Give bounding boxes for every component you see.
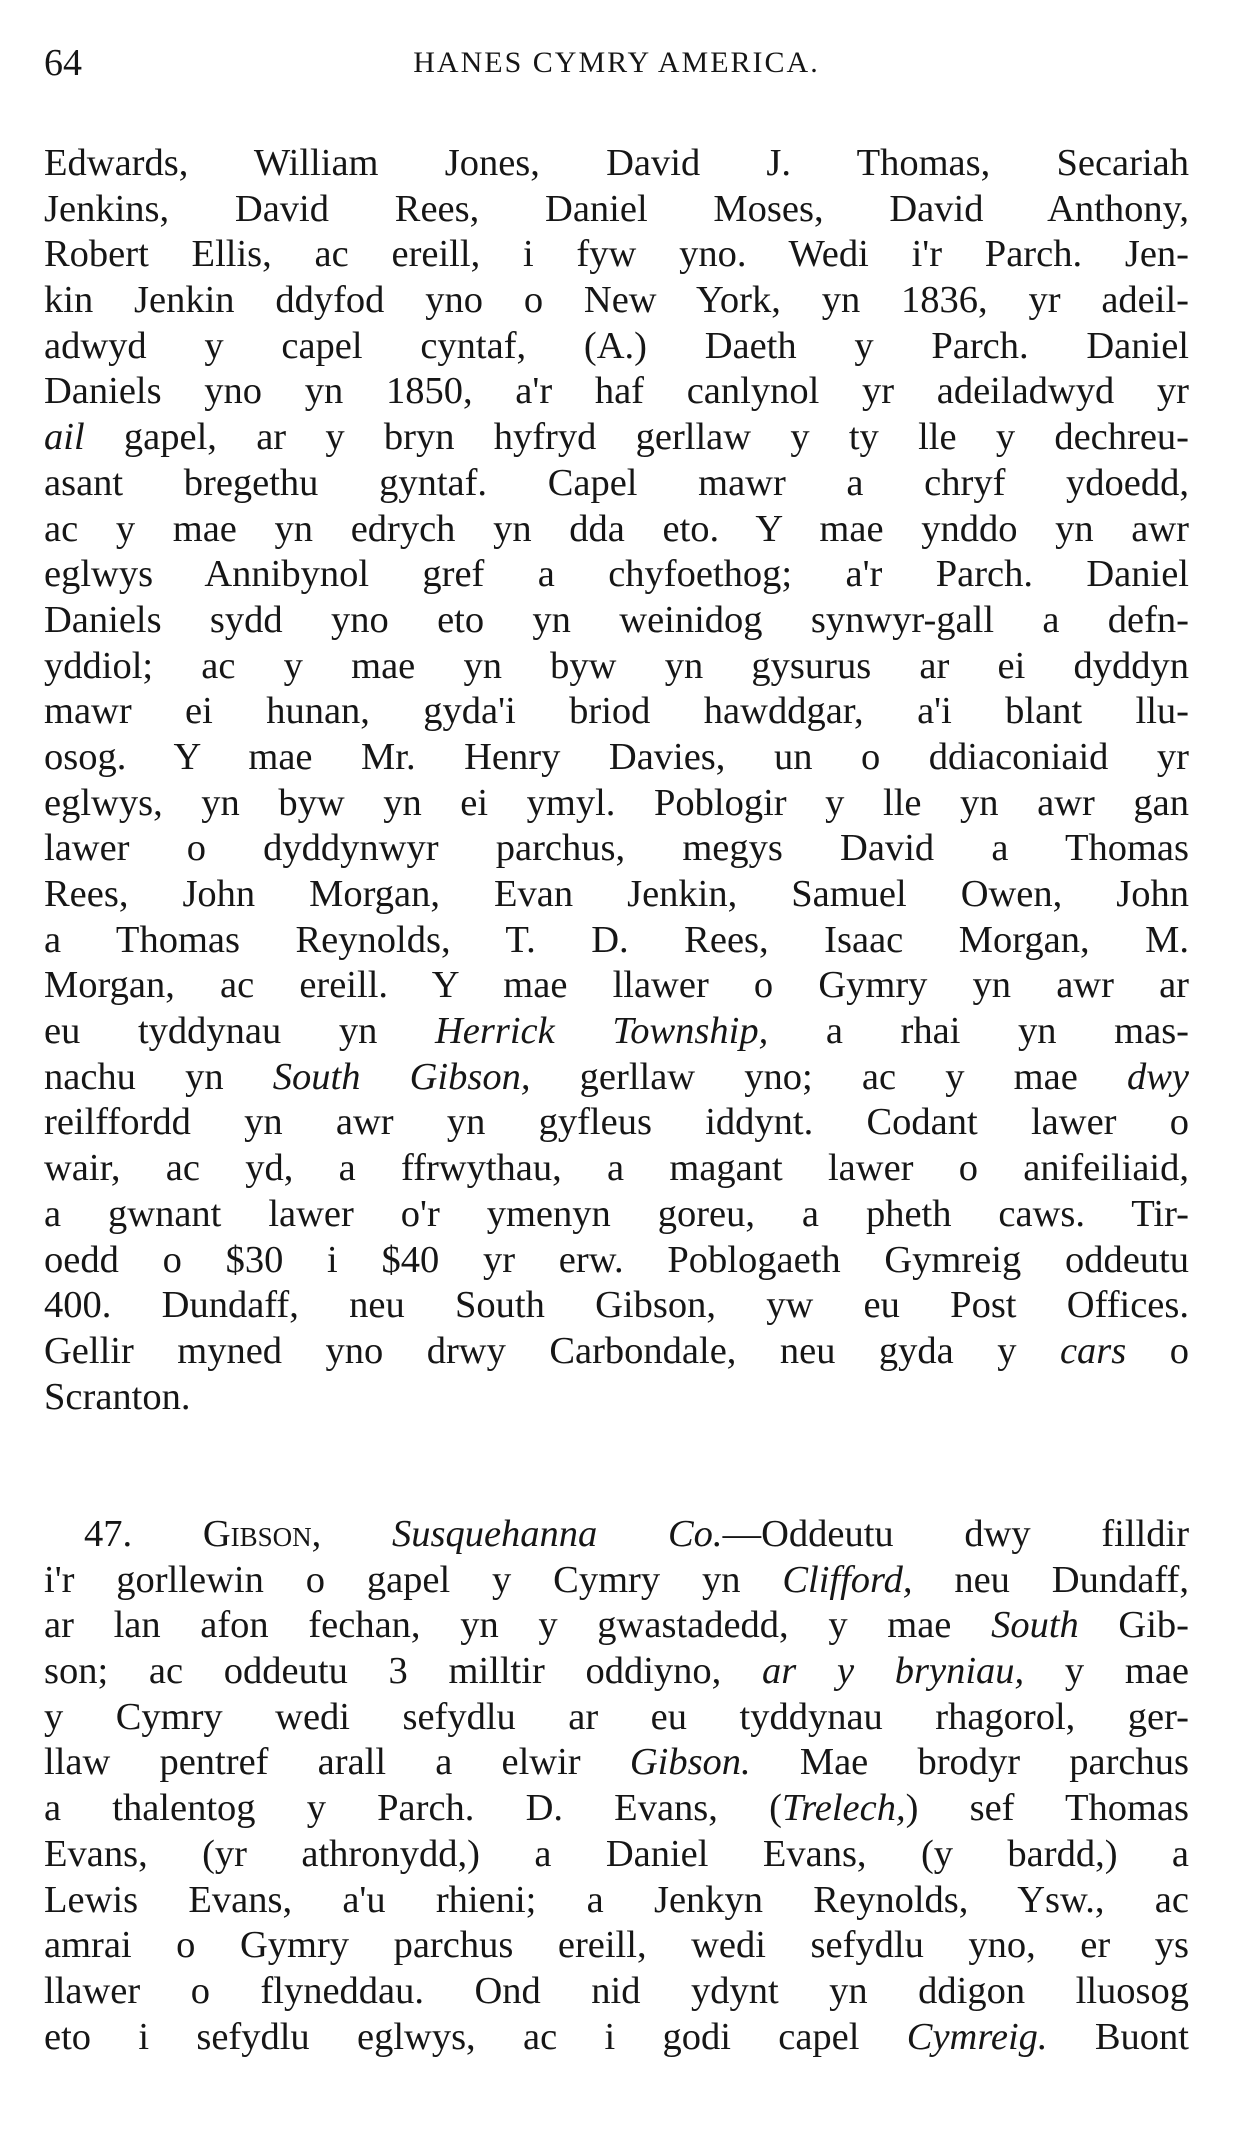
text-line: a Thomas Reynolds, T. D. Rees, Isaac Morgan, M. [44,918,1189,961]
text-line: amrai o Gymry parchus ereill, wedi sefydlu yno, er ys [44,1924,1189,1967]
text-line: reilffordd yn awr yn gyfleus iddynt. Codant lawer o [44,1101,1189,1144]
text-line: wair, ac yd, a ffrwythau, a magant lawer o anifeiliaid, [44,1147,1189,1190]
italic-word: cars [1059,1329,1127,1372]
text-line: ac y mae yn edrych yn dda eto. Y mae ynddo yn awr [44,507,1189,550]
text-line: 400. Dundaff, neu South Gibson, yw eu Post Offices. [44,1284,1189,1327]
italic-word: Clifford, [782,1558,913,1601]
text-line: adwyd y capel cyntaf, (A.) Daeth y Parch. Daniel [44,324,1189,367]
text-line: osog. Y mae Mr. Henry Davies, un o ddiaconiaid yr [44,735,1189,778]
text-line: Daniels sydd yno eto yn weinidog synwyr-gall a defn- [44,598,1189,641]
text-line: y Cymry wedi sefydlu ar eu tyddynau rhagorol, ger- [44,1695,1189,1738]
text-segment: Gib- [1078,1604,1190,1647]
text-segment: gapel, ar y bryn hyfryd gerllaw y ty lle y dechreu- [84,416,1189,459]
text-segment: son; ac oddeutu 3 milltir oddiyno, [44,1650,763,1693]
italic-word: South Gibson, [272,1055,531,1098]
text-line [44,1558,1189,1604]
text-line [44,1512,1189,1558]
text-line: Robert Ellis, ac ereill, i fyw yno. Wedi i'r Parch. Jen- [44,233,1189,276]
text-segment: Mae brodyr parchus [750,1741,1190,1784]
text-segment [321,1513,392,1555]
text-line: mawr ei hunan, gyda'i briod hawddgar, a'i blant llu- [44,690,1189,733]
italic-word: Susquehanna Co. [391,1513,723,1555]
text-line: Rees, John Morgan, Evan Jenkin, Samuel Owen, John [44,873,1189,915]
paragraph [44,141,1189,1420]
text-line: Morgan, ac ereill. Y mae llawer o Gymry yn awr ar [44,964,1189,1007]
text-segment: —Oddeutu dwy filldir [722,1513,1190,1555]
text-line: Daniels yno yn 1850, a'r haf canlynol yr adeiladwyd yr [44,370,1189,413]
text-segment: nachu yn [44,1055,273,1098]
paragraph [44,1512,1189,2060]
text-line [44,1603,1189,1649]
text-line: lawer o dyddynwyr parchus, megys David a Thomas [44,827,1189,870]
text-line: Lewis Evans, a'u rhieni; a Jenkyn Reynolds, Ysw., ac [44,1878,1189,1921]
page-number: 64 [44,42,82,84]
text-segment: o [1126,1329,1189,1372]
text-line: Jenkins, David Rees, Daniel Moses, David Anthony, [44,187,1189,230]
place-heading: Gibson, [202,1513,322,1555]
text-line [44,1329,1189,1375]
text-line: oedd o $30 i $40 yr erw. Poblogaeth Gymreig oddeutu [44,1238,1189,1281]
text-line: eglwys Annibynol gref a chyfoethog; a'r Parch. Daniel [44,553,1189,596]
text-segment: Buont [1047,2015,1189,2058]
text-line: asant bregethu gyntaf. Capel mawr a chryf ydoedd, [44,461,1189,504]
italic-word: ar y bryniau, [762,1650,1025,1693]
text-segment: 47. [84,1513,203,1555]
text-segment: ar lan afon fechan, yn y gwastadedd, y mae [44,1604,992,1647]
text-segment: Gellir myned yno drwy Carbondale, neu gyda y [44,1329,1060,1372]
text-segment: ) sef Thomas [905,1787,1189,1830]
italic-word: Gibson. [629,1741,751,1784]
text-line [44,1786,1189,1832]
text-segment: a rhai yn mas- [768,1010,1189,1053]
italic-word: ail [44,416,85,459]
text-segment: i'r gorllewin o gapel y Cymry yn [44,1558,783,1601]
text-segment: eto i sefydlu eglwys, ac i godi capel [44,2015,907,2058]
text-line [44,1740,1189,1786]
italic-word: South [991,1604,1079,1647]
text-segment: gerllaw yno; ac y mae [530,1055,1127,1098]
text-line: Scranton. [44,1375,191,1418]
running-title: HANES CYMRY AMERICA. [413,46,820,79]
text-segment: eu tyddynau yn [44,1010,435,1053]
text-segment: neu Dundaff, [912,1558,1189,1601]
italic-word: Trelech, [781,1787,906,1830]
text-line [44,1055,1189,1101]
page-header [44,38,1189,88]
text-line: a gwnant lawer o'r ymenyn goreu, a pheth caws. Tir- [44,1192,1189,1235]
italic-word: dwy [1126,1055,1189,1098]
text-line: llawer o flyneddau. Ond nid ydynt yn ddigon lluosog [44,1969,1189,2012]
text-line: Evans, (yr athronydd,) a Daniel Evans, (y bardd,) a [44,1832,1189,1875]
text-line [44,2015,1189,2061]
text-line [44,1649,1189,1695]
text-segment: llaw pentref arall a elwir [44,1741,630,1784]
text-line: eglwys, yn byw yn ei ymyl. Poblogir y lle yn awr gan [44,781,1189,824]
text-line: Edwards, William Jones, David J. Thomas, Secariah [44,142,1189,184]
italic-word: Cymreig. [906,2015,1048,2058]
text-line [44,1009,1189,1055]
italic-word: Herrick Township, [435,1010,769,1053]
text-line: kin Jenkin ddyfod yno o New York, yn 1836, yr adeil- [44,279,1189,322]
text-line: yddiol; ac y mae yn byw yn gysurus ar ei dyddyn [44,644,1189,687]
text-segment: a thalentog y Parch. D. Evans, ( [44,1787,782,1830]
text-line [44,415,1189,461]
text-segment: y mae [1024,1650,1189,1693]
